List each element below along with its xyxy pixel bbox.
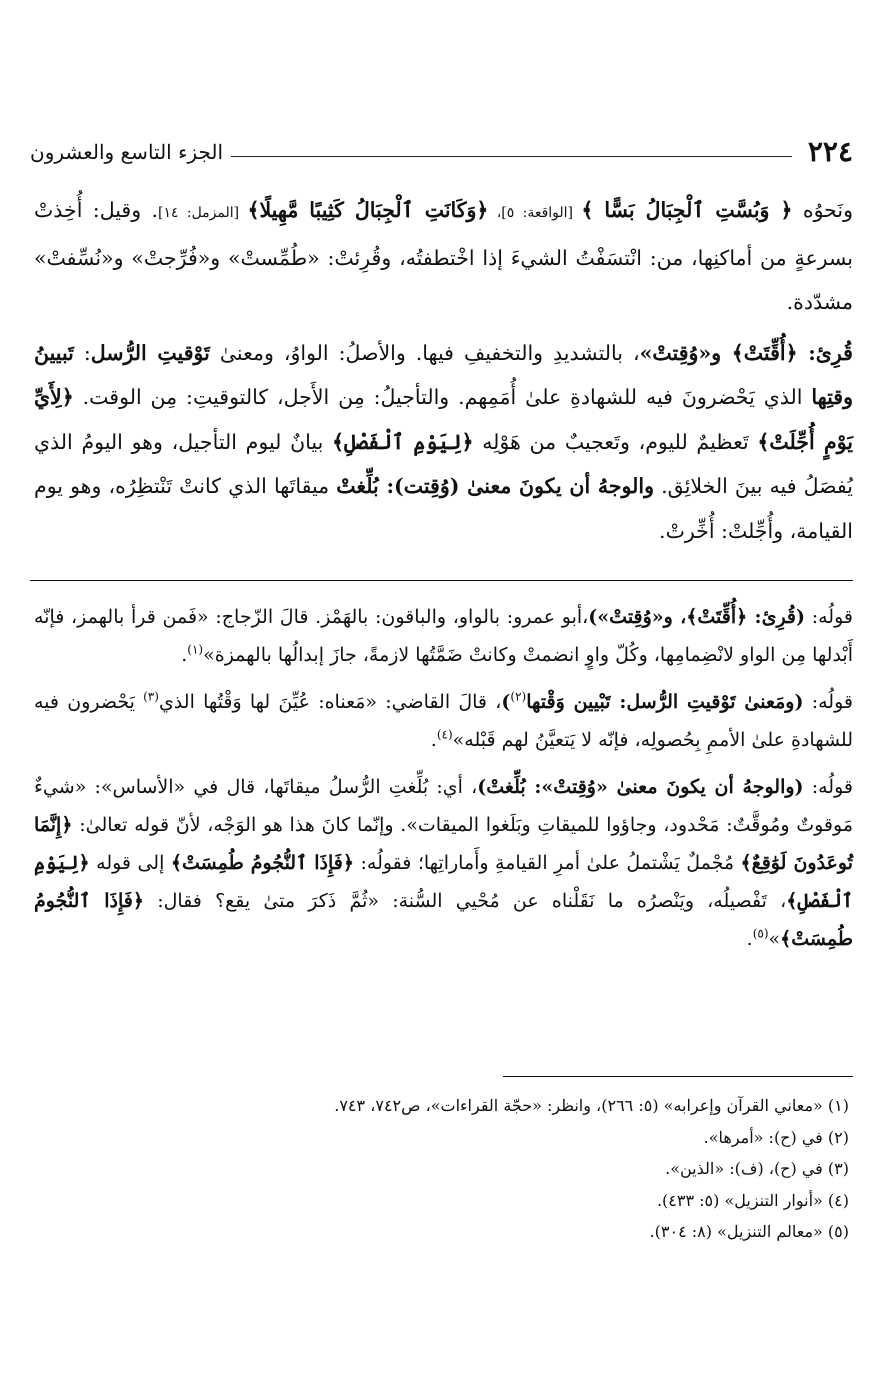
- bold-lemma: (ومَعنىٰ تَوْقيتِ الرُّسل: تَبْيين وَقْتها: [526, 691, 804, 713]
- bold-term: تَوْقيتِ الرُّسل: [90, 340, 210, 365]
- footnote-marker: (٣): [143, 689, 159, 704]
- footnote-3: (٣) في (ح)، (ف): «الذين».: [665, 1159, 849, 1178]
- text-run: ، تَفْصيلُه، ويَنْصرُه ما نَقَلْناه عن مُحْيي السُّنة: «ثُمَّ ذَكرَ متىٰ يقع؟ فقال:: [144, 890, 787, 912]
- bold-term: تَبيينُ وقتِها: [34, 340, 853, 409]
- reading-label: قُرِئ:: [797, 340, 853, 365]
- commentary-text: [34, 598, 853, 958]
- text-run: ): [501, 691, 511, 713]
- text-run: ونَحوُه: [792, 198, 854, 222]
- text-run: .: [746, 928, 753, 950]
- quran-quote: ﴿فَإِذَا ٱلنُّجُومُ طُمِسَتْ﴾: [34, 890, 853, 950]
- section-divider: [30, 580, 853, 581]
- text-run: .: [430, 729, 437, 751]
- text-run: الذي يَحْضرونَ فيه للشهادةِ علىٰ أُمَمِهم. والتأجيلُ: مِن الأَجل، كالتوقيتِ: مِن الوقت.: [73, 385, 812, 409]
- bold-lemma: (والوجهُ أن يكونَ معنىٰ «وُقِتتْ»: بُلِّغتْ): [477, 776, 804, 798]
- commentary-paragraph-3: [34, 768, 853, 958]
- text-run: ، قالَ القاضي: «مَعناه: عُيِّنَ لها وَقْتُها الذي: [158, 691, 502, 713]
- text-run: ، بالتشديدِ والتخفيفِ فيها. والأصلُ: الواوُ، ومعنىٰ: [209, 340, 640, 365]
- quran-quote: ﴿إِنَّمَا تُوعَدُونَ لَوَٰقِعٌ﴾: [34, 814, 853, 874]
- verse-reference: [المزمل: ١٤]: [158, 205, 248, 221]
- text-run: قولُه:: [803, 776, 853, 798]
- text-run: .: [181, 644, 188, 666]
- quran-quote: ﴿أُقِّتَتْ﴾: [731, 340, 798, 365]
- footnotes: [60, 1090, 849, 1248]
- header-rule: [231, 156, 792, 157]
- quran-quote: ﴿لِيَوْمِ ٱلْفَصْلِ﴾: [34, 852, 854, 912]
- quran-quote: ﴿ وَبُسَّتِ ٱلْجِبَالُ بَسًّا ﴾: [581, 198, 793, 222]
- footnote-5: (٥) «معالم التنزيل» (٨: ٣٠٤).: [649, 1222, 849, 1241]
- bold-lemma: (قُرِئ: ﴿أُقِّتَتْ﴾، و«وُقِتتْ»): [588, 606, 805, 628]
- bold-term: والوجهُ أن يكونَ معنىٰ (وُقِتت): بُلِّغتْ: [336, 474, 654, 498]
- footnote-1: (١) «معاني القرآن وإعرابه» (٥: ٢٦٦)، وانظر: «حجّة القراءات»، ص٧٤٢، ٧٤٣.: [334, 1096, 849, 1115]
- quran-quote: ﴿لِيَوْمِ ٱلْفَصْلِ﴾: [332, 429, 474, 454]
- text-run: تَعظيمٌ لليوم، وتَعجيبٌ من هَوْلِه: [473, 429, 758, 454]
- text-run: و: [711, 340, 732, 365]
- footnote-4: (٤) «أنوار التنزيل» (٥: ٤٣٣).: [656, 1190, 849, 1210]
- text-run: . وقيل: أُخِذتْ بسرعةٍ من أماكنِها، من: انْتسَفْتُ الشيءَ إذا اخْتطفتُه، وقُرِئتْ: «طُمِّستْ» و«فُرِّجتْ» و«نُسِّفتْ» مشدّدة.: [34, 198, 853, 314]
- footnote-divider: [503, 1076, 853, 1077]
- quran-quote: ﴿لِأَيِّ يَوْمٍ أُجِّلَتْ﴾: [34, 385, 853, 454]
- main-text: [34, 188, 853, 553]
- footnote-marker: (٤): [436, 727, 453, 742]
- verse-reference: [الواقعة: ٥]،: [488, 205, 582, 221]
- main-paragraph-1: [34, 188, 853, 325]
- footnote-marker: (٥): [752, 926, 769, 941]
- text-run: ،أبو عمرو: بالواو، والباقون: بالهَمْز. قالَ الزّجاج: «فَمن قرأ بالهمز، فإنّه أَبْدلها مِن الواو لانْضِمامِها، وكُلّ واوٍ انضمتْ وكانتْ ضَمَّتُها لازمةً، جازَ إبدالُها بالهمزة»: [34, 606, 853, 666]
- commentary-paragraph-1: [34, 598, 853, 674]
- text-run: ميقاتَها الذي كانتْ تَنْتظِرُه، وهو يوم القيامة، وأُجِّلتْ: أُخِّرتْ.: [34, 474, 853, 543]
- text-run: إلى قوله: [89, 852, 171, 874]
- page-number: ٢٢٤: [807, 135, 853, 168]
- text-run: قولُه:: [803, 691, 853, 713]
- text-run: قولُه:: [805, 606, 853, 628]
- text-run: بيانٌ ليوم التأجيل، وهو اليومُ الذي يُفصَلُ فيه بينَ الخلائِق.: [34, 429, 853, 498]
- footnote-2: (٢) في (ح): «أمرها».: [703, 1127, 849, 1147]
- text-run: ، أي: بُلِّغتِ الرُّسلُ ميقاتَها، قال في «الأساس»: «شيءٌ مَوقوتٌ ومُوقَّتٌ: مَحْدود، وجاؤوا للميقاتِ وبَلَغوا الميقات». وإنّما كانَ هذا هو الوَجْه، لأنّ قوله تعالىٰ:: [34, 776, 853, 836]
- footnote-marker: (١): [187, 642, 204, 657]
- text-run: يَحْضرون فيه للشهادةِ علىٰ الأممِ بِحُصولِه، فإنّه لا يَتعيَّنُ لهم قَبْله»: [34, 691, 853, 751]
- quoted-reading: «وُقِتتْ»: [639, 340, 712, 365]
- text-run: »: [768, 928, 781, 950]
- main-paragraph-2: [34, 331, 853, 554]
- footnote-marker: (٢): [510, 689, 527, 704]
- running-title: الجزء التاسع والعشرون: [30, 140, 224, 164]
- quran-quote: ﴿فَإِذَا ٱلنُّجُومُ طُمِسَتْ﴾: [170, 852, 355, 874]
- text-run: مُجْملٌ يَشْتملُ علىٰ أمرِ القيامةِ وأَماراتِها؛ فقولُه:: [354, 852, 741, 874]
- running-header: [30, 132, 853, 172]
- quran-quote: ﴿وَكَانَتِ ٱلْجِبَالُ كَثِيبًا مَّهِيلًا﴾: [247, 198, 489, 222]
- commentary-paragraph-2: [34, 683, 853, 759]
- text-run: :: [73, 340, 91, 365]
